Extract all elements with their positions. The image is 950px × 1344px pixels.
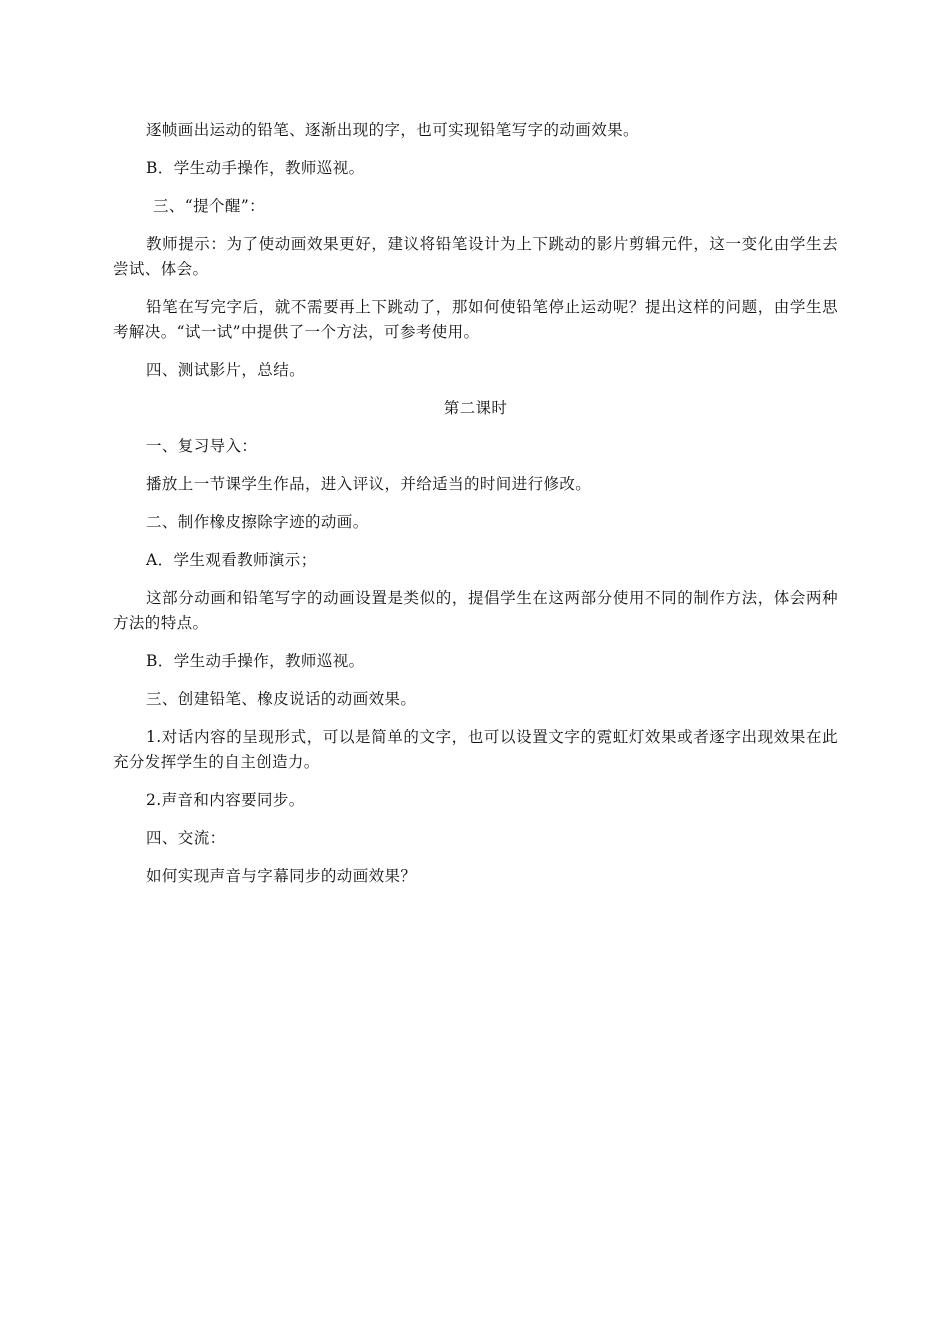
paragraph: 播放上一节课学生作品，进入评议，并给适当的时间进行修改。	[146, 475, 592, 493]
paragraph: 如何实现声音与字幕同步的动画效果？	[146, 867, 417, 885]
paragraph: 2.声音和内容要同步。	[146, 791, 305, 809]
section-heading: 一、复习导入：	[146, 437, 258, 455]
section-heading: 三、创建铅笔、橡皮说话的动画效果。	[146, 690, 417, 708]
paragraph: 1.对话内容的呈现形式，可以是简单的文字，也可以设置文字的霓虹灯效果或者逐字出现效果在此充分发挥学生的自主创造力。	[113, 728, 838, 771]
paragraph: 铅笔在写完字后，就不需要再上下跳动了，那如何使铅笔停止运动呢？提出这样的问题，由学生思考解决。“试一试”中提供了一个方法，可参考使用。	[113, 298, 838, 341]
paragraph: B．学生动手操作，教师巡视。	[146, 159, 365, 177]
paragraph: 这部分动画和铅笔写字的动画设置是类似的，提倡学生在这两部分使用不同的制作方法，体会两种方法的特点。	[113, 589, 838, 632]
paragraph: 逐帧画出运动的铅笔、逐渐出现的字，也可实现铅笔写字的动画效果。	[146, 121, 639, 139]
paragraph: 教师提示：为了使动画效果更好，建议将铅笔设计为上下跳动的影片剪辑元件，这一变化由学生去尝试、体会。	[113, 235, 838, 278]
section-heading: 二、制作橡皮擦除字迹的动画。	[146, 513, 369, 531]
document-body	[113, 118, 838, 902]
paragraph: B．学生动手操作，教师巡视。	[146, 652, 365, 670]
section-heading: 三、“提个醒”：	[153, 197, 266, 215]
section-heading: 四、交流：	[146, 829, 226, 847]
lesson-title: 第二课时	[443, 399, 508, 417]
paragraph: A．学生观看教师演示；	[146, 551, 317, 569]
section-heading: 四、测试影片，总结。	[146, 361, 306, 379]
